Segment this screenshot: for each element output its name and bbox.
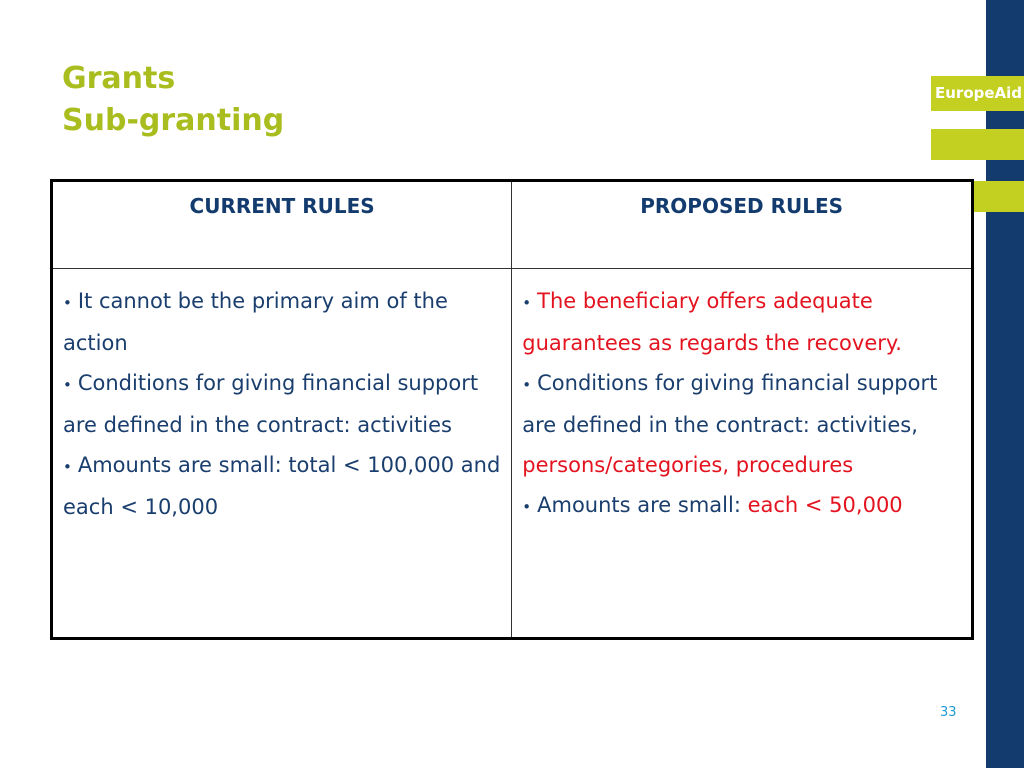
header-current-rules: CURRENT RULES [52,181,512,269]
page-number: 33 [940,705,957,720]
list-item: • Amounts are small: total < 100,000 and each < 10,000 [63,453,501,519]
list-item: • Amounts are small: each < 50,000 [522,493,903,517]
bullet-icon: • [63,458,72,476]
list-item: • It cannot be the primary aim of the action [63,289,448,355]
side-bar [986,0,1024,768]
table-row [52,269,973,639]
list-item: • Conditions for giving financial support are defined in the contract: activities, persons/categories, procedures [522,371,938,477]
slide-title [62,58,284,142]
proposed-rules-cell [512,269,973,639]
decorative-stripe [931,129,1024,160]
bullet-icon: • [63,294,72,312]
list-item: • Conditions for giving financial support are defined in the contract: activities [63,371,479,437]
title-line-1: Grants [62,61,176,96]
table-header-row [52,181,973,269]
europeaid-logo: EuropeAid [931,76,1024,111]
bullet-icon: • [522,498,532,516]
rules-table [50,179,974,640]
bullet-icon: • [522,376,532,394]
bullet-icon: • [63,376,72,394]
header-proposed-rules: PROPOSED RULES [512,181,973,269]
title-line-2: Sub-granting [62,103,285,138]
bullet-icon: • [522,294,532,312]
current-rules-cell [52,269,512,639]
list-item: • The beneficiary offers adequate guarantees as regards the recovery. [522,289,902,355]
